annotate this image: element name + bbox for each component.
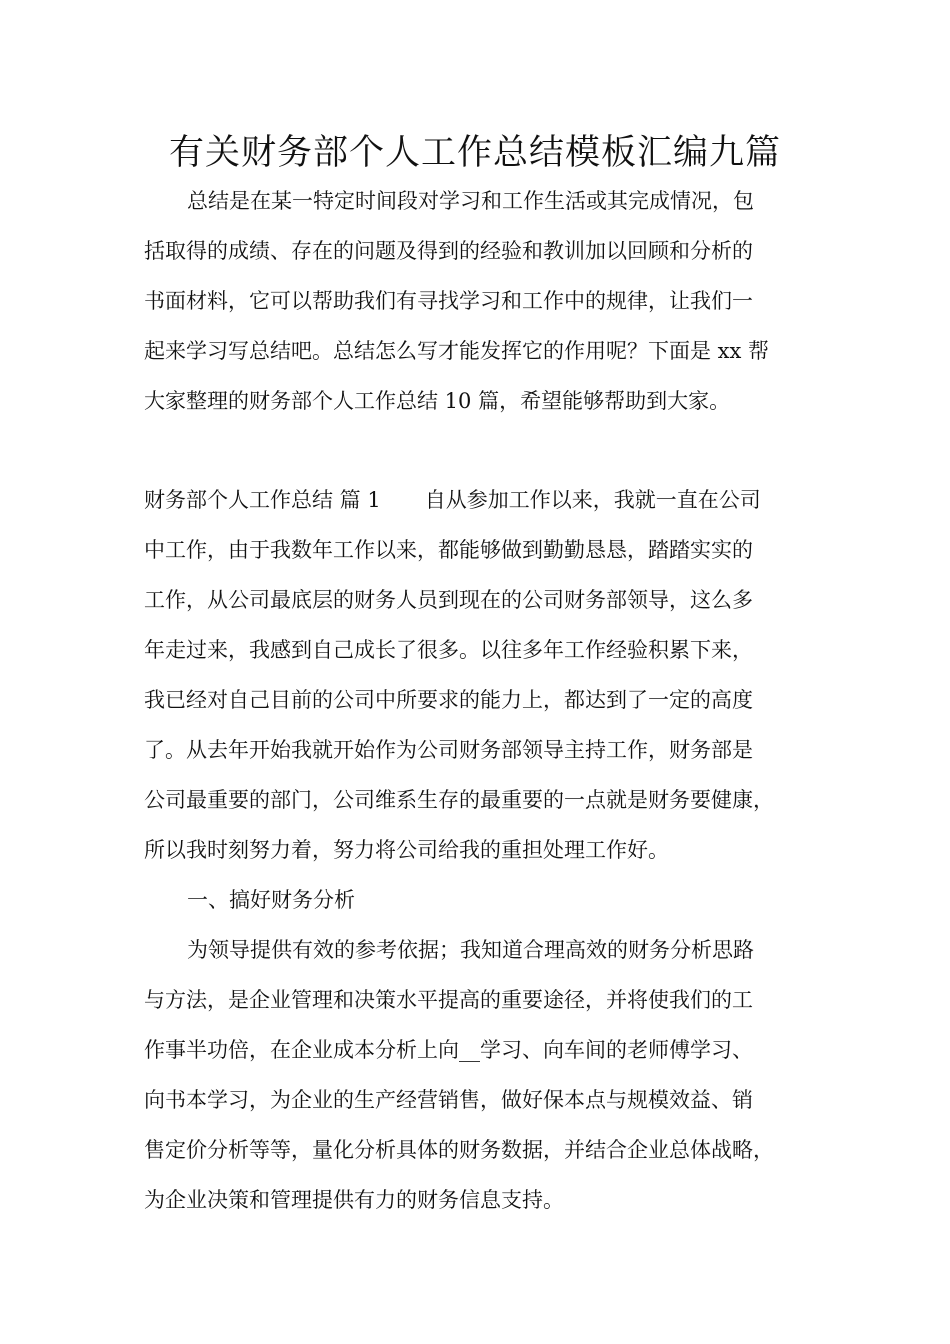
- intro-line: 总结是在某一特定时间段对学习和工作生活或其完成情况，包: [187, 189, 754, 213]
- paragraph-line: 了。从去年开始我就开始作为公司财务部领导主持工作，财务部是: [144, 738, 753, 762]
- subsection-heading: 一、搞好财务分析: [187, 888, 355, 912]
- paragraph-line: 向书本学习，为企业的生产经营销售，做好保本点与规模效益、销: [144, 1088, 753, 1112]
- paragraph-line: 我已经对自己目前的公司中所要求的能力上，都达到了一定的高度: [144, 688, 753, 712]
- intro-line: 括取得的成绩、存在的问题及得到的经验和教训加以回顾和分析的: [144, 239, 753, 263]
- section-first-line: [144, 485, 809, 515]
- paragraph-line: 中工作，由于我数年工作以来，都能够做到勤勤恳恳，踏踏实实的: [144, 538, 753, 562]
- paragraph-line: 作事半功倍，在企业成本分析上向__学习、向车间的老师傅学习、: [144, 1038, 753, 1062]
- paragraph-line: 为企业决策和管理提供有力的财务信息支持。: [144, 1188, 564, 1212]
- paragraph-line: 年走过来，我感到自己成长了很多。以往多年工作经验积累下来，: [144, 638, 753, 662]
- intro-line: 大家整理的财务部个人工作总结 10 篇，希望能够帮助到大家。: [144, 389, 731, 413]
- paragraph-line: 公司最重要的部门，公司维系生存的最重要的一点就是财务要健康，: [144, 788, 774, 812]
- section-heading: 财务部个人工作总结 篇 1: [144, 488, 381, 512]
- intro-line: 书面材料，它可以帮助我们有寻找学习和工作中的规律，让我们一: [144, 289, 753, 313]
- paragraph-line: 工作，从公司最底层的财务人员到现在的公司财务部领导，这么多: [144, 588, 753, 612]
- paragraph-line: 与方法，是企业管理和决策水平提高的重要途径，并将使我们的工: [144, 988, 753, 1012]
- document-title: 有关财务部个人工作总结模板汇编九篇: [168, 133, 781, 173]
- paragraph-line: 自从参加工作以来，我就一直在公司: [424, 488, 761, 512]
- paragraph-line: 为领导提供有效的参考依据；我知道合理高效的财务分析思路: [187, 938, 754, 962]
- intro-line: 起来学习写总结吧。总结怎么写才能发挥它的作用呢？下面是 xx 帮: [144, 339, 770, 363]
- paragraph-line: 所以我时刻努力着，努力将公司给我的重担处理工作好。: [144, 838, 669, 862]
- paragraph-line: 售定价分析等等，量化分析具体的财务数据，并结合企业总体战略，: [144, 1138, 774, 1162]
